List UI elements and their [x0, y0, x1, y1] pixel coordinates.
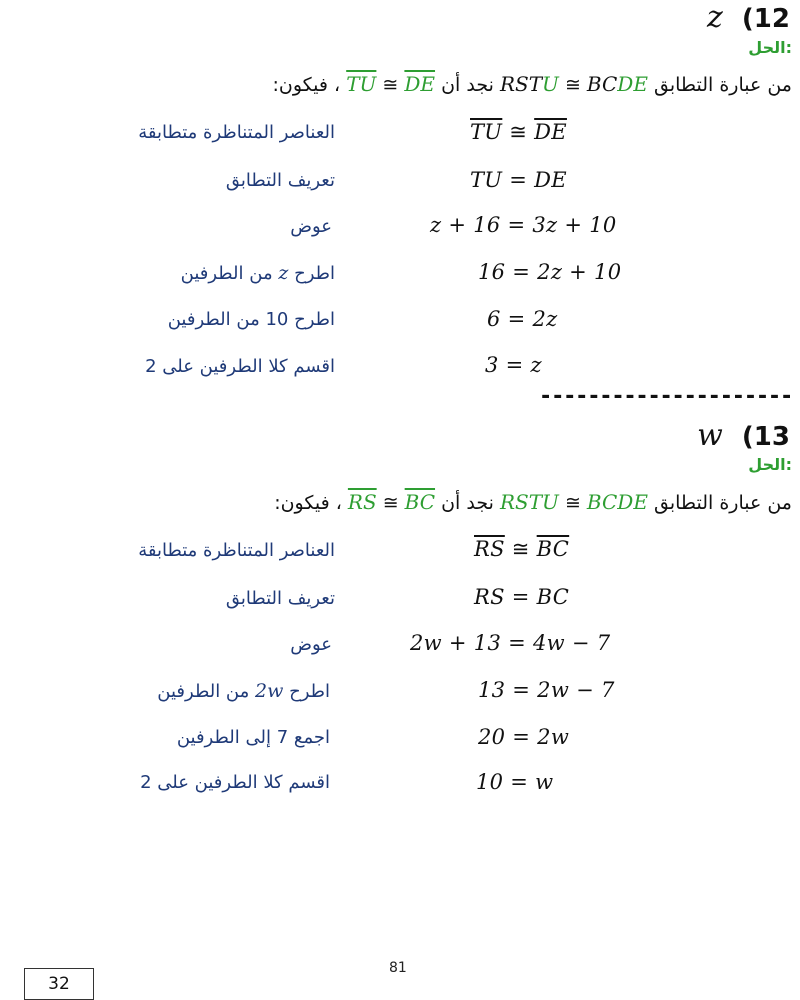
- p13-step-1-reason: العناصر المتناظرة متطابقة: [138, 540, 335, 561]
- p13-step-4-reason: اطرح 2w من الطرفين: [157, 680, 330, 702]
- p12-step-4-reason: اطرح z من الطرفين: [180, 262, 335, 284]
- segment-congruence: $\overline{TU}$ ≅ $\overline{DE}$: [346, 72, 436, 96]
- p13-step-4-eq: 13 = 2w − 7: [478, 678, 615, 702]
- p12-step-6-reason: اقسم كلا الطرفين على 2: [145, 356, 335, 377]
- intro-lead: من عبارة التطابق: [653, 492, 792, 514]
- intro-tail: ، فيكون:: [272, 74, 341, 96]
- p13-step-1-eq: $\overline{RS}$ ≅ $\overline{BC}$: [474, 537, 570, 561]
- problem-13-solution-label: الحل:: [748, 455, 792, 474]
- p12-step-3-reason: عوض: [290, 216, 332, 237]
- intro-mid: نجد أن: [441, 492, 494, 514]
- problem-12-solution-label: الحل:: [748, 38, 792, 57]
- p12-step-5-eq: 6 = 2z: [487, 307, 558, 331]
- intro-mid: نجد أن: [441, 74, 494, 96]
- problem-13-number: (13: [741, 422, 790, 452]
- intro-lead: من عبارة التطابق: [653, 74, 792, 96]
- p12-step-6-eq: 3 = z: [485, 353, 542, 377]
- p12-step-3-eq: z + 16 = 3z + 10: [430, 213, 617, 237]
- p13-step-2-eq: RS = BC: [474, 585, 570, 609]
- problem-13-intro: [274, 490, 792, 514]
- congruence-statement: RSTU ≅ BCDE: [499, 72, 648, 96]
- problem-13-variable: w: [697, 418, 723, 453]
- p13-step-5-reason: اجمع 7 إلى الطرفين: [176, 727, 330, 748]
- problem-12-number: (12: [741, 4, 790, 34]
- p13-step-3-eq: 2w + 13 = 4w − 7: [410, 631, 611, 655]
- p13-step-3-reason: عوض: [290, 634, 332, 655]
- p12-step-5-reason: اطرح 10 من الطرفين: [167, 309, 335, 330]
- p13-step-6-eq: 10 = w: [476, 770, 554, 794]
- p13-step-6-reason: اقسم كلا الطرفين على 2: [140, 772, 330, 793]
- intro-tail: ، فيكون:: [274, 492, 342, 514]
- p12-step-1-eq: $\overline{TU}$ ≅ $\overline{DE}$: [470, 120, 567, 144]
- problem-12-header: [707, 0, 790, 35]
- p13-step-2-reason: تعريف التطابق: [225, 588, 335, 609]
- p12-step-2-reason: تعريف التطابق: [225, 170, 335, 191]
- problem-12-variable: z: [707, 0, 723, 35]
- p13-step-5-eq: 20 = 2w: [478, 725, 570, 749]
- section-separator: ---------------------: [539, 384, 792, 409]
- p12-step-4-eq: 16 = 2z + 10: [478, 260, 622, 284]
- page-box-number: 32: [24, 968, 94, 1000]
- p12-step-1-reason: العناصر المتناظرة متطابقة: [138, 122, 335, 143]
- segment-congruence: $\overline{RS}$ ≅ $\overline{BC}$: [347, 490, 436, 514]
- page-number: 81: [389, 960, 407, 976]
- p12-step-2-eq: TU = DE: [470, 168, 567, 192]
- problem-13-header: [697, 418, 790, 453]
- congruence-statement: RSTU ≅ BCDE: [499, 490, 648, 514]
- problem-12-intro: [272, 72, 792, 96]
